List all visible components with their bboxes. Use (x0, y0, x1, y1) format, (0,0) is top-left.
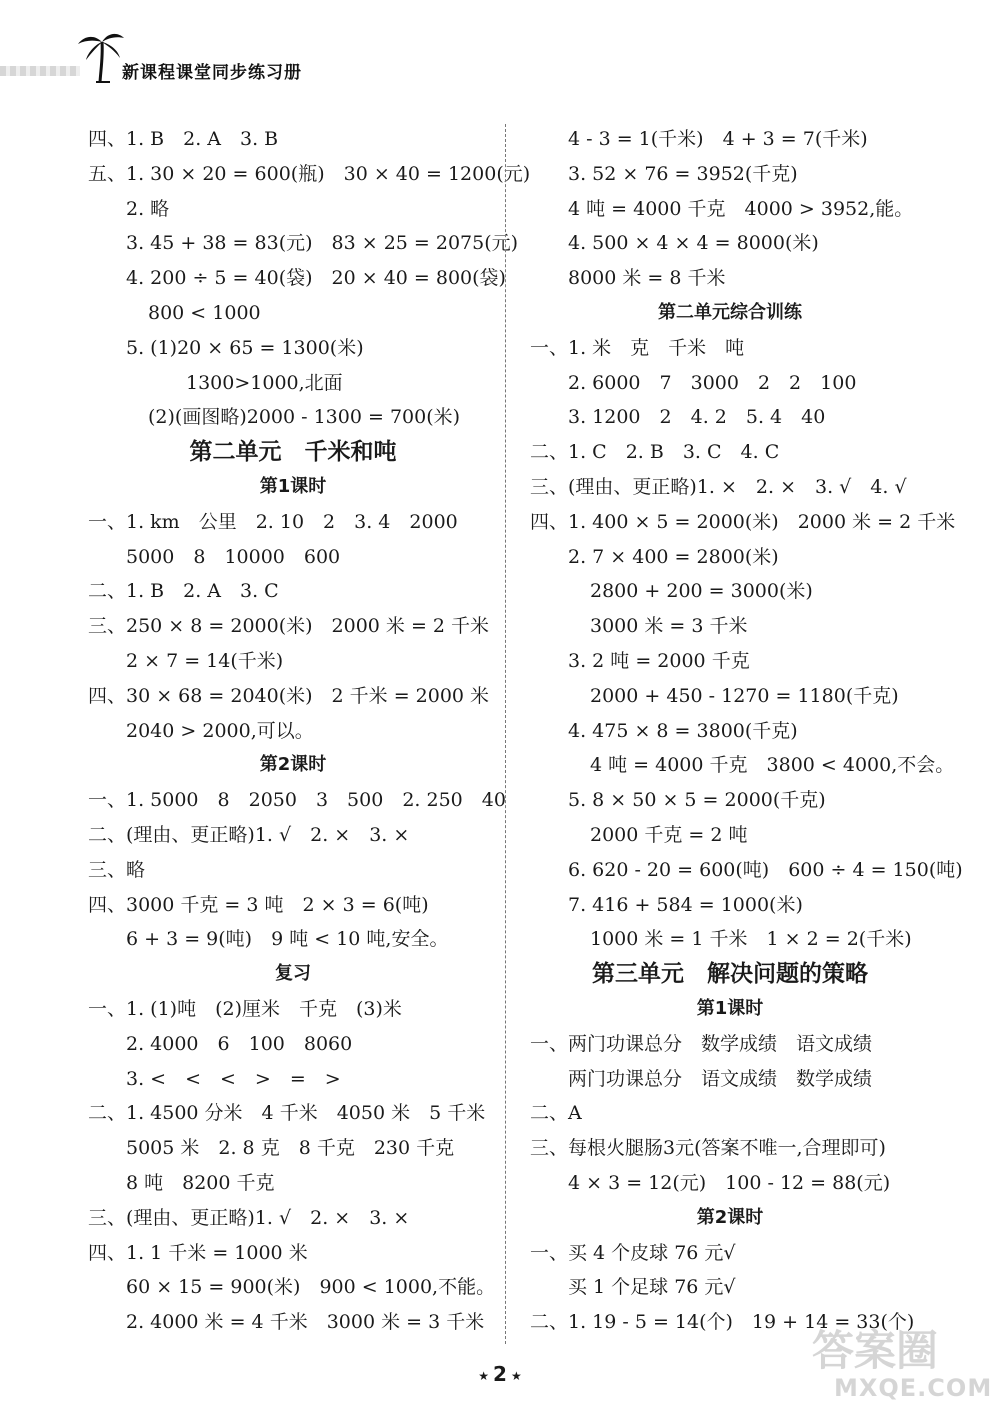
answer-line: 4 吨 = 4000 千克 4000 > 3952,能。 (568, 197, 914, 220)
answer-line: 三、(理由、更正略)1. √ 2. × 3. × (88, 1206, 410, 1229)
answer-line: 5005 米 2. 8 克 8 千克 230 千克 (126, 1137, 455, 1160)
answer-line: 2. 4000 6 100 8060 (126, 1032, 353, 1055)
answer-line: 7. 416 + 584 = 1000(米) (568, 893, 803, 916)
answer-line: 4. 500 × 4 × 4 = 8000(米) (568, 232, 819, 255)
answer-line: 三、每根火腿肠3元(答案不唯一,合理即可) (530, 1137, 886, 1160)
answer-line: 1300>1000,北面 (186, 371, 343, 394)
answer-line: 3. < < < > = > (126, 1067, 341, 1090)
section-heading: 第1课时 (259, 475, 327, 497)
page-header (0, 28, 420, 88)
answer-line: 二、1. B 2. A 3. C (88, 580, 279, 603)
column-divider (505, 124, 506, 1344)
star-icon: ★ (478, 1368, 490, 1383)
page-number: 2 (493, 1362, 507, 1386)
answer-line: 4 吨 = 4000 千克 3800 < 4000,不会。 (590, 754, 955, 777)
answer-line: 一、1. (1)吨 (2)厘米 千克 (3)米 (88, 997, 402, 1020)
answer-line: 3. 52 × 76 = 3952(千克) (568, 162, 798, 185)
answer-line: 三、250 × 8 = 2000(米) 2000 米 = 2 千米 (88, 615, 490, 638)
book-title: 新课程课堂同步练习册 (122, 63, 302, 83)
left-column (88, 122, 531, 1340)
answer-line: 二、(理由、更正略)1. √ 2. × 3. × (88, 823, 410, 846)
answer-line: 3. 2 吨 = 2000 千克 (568, 649, 750, 672)
answer-line: 五、1. 30 × 20 = 600(瓶) 30 × 40 = 1200(元) (88, 162, 531, 185)
answer-line: 4. 200 ÷ 5 = 40(袋) 20 × 40 = 800(袋) (126, 267, 506, 290)
answer-line: 4. 475 × 8 = 3800(千克) (568, 719, 798, 742)
answer-line: 一、1. km 公里 2. 10 2 3. 4 2000 (88, 510, 458, 533)
answer-line: 二、A (530, 1102, 582, 1125)
answer-line: 4 - 3 = 1(千米) 4 + 3 = 7(千米) (568, 128, 868, 150)
answer-line: 四、30 × 68 = 2040(米) 2 千米 = 2000 米 (88, 684, 490, 707)
answer-line: 3. 1200 2 4. 2 5. 4 40 (568, 406, 826, 429)
watermark (812, 1318, 1000, 1414)
answer-line: 四、3000 千克 = 3 吨 2 × 3 = 6(吨) (88, 893, 429, 916)
answer-line: 三、略 (88, 858, 146, 881)
answer-line: 两门功课总分 语文成绩 数学成绩 (568, 1067, 873, 1090)
star-icon: ★ (510, 1368, 522, 1383)
section-heading: 第1课时 (696, 997, 764, 1019)
answer-line: 2. 6000 7 3000 2 2 100 (568, 371, 857, 394)
answer-line: 2. 4000 米 = 4 千米 3000 米 = 3 千米 (126, 1311, 485, 1334)
answer-line: 买 1 个足球 76 元√ (568, 1276, 736, 1299)
answer-line: 3000 米 = 3 千米 (590, 615, 748, 638)
header-stripe (0, 66, 80, 76)
answer-line: 四、1. B 2. A 3. B (88, 128, 279, 150)
answer-line: 2 × 7 = 14(千米) (126, 649, 284, 672)
section-heading: 复习 (275, 963, 311, 985)
answer-line: 2. 7 × 400 = 2800(米) (568, 545, 779, 568)
answer-line: 一、两门功课总分 数学成绩 语文成绩 (530, 1032, 873, 1055)
answer-line: 二、1. C 2. B 3. C 4. C (530, 441, 780, 464)
answer-line: 二、1. 19 - 5 = 14(个) 19 + 14 = 33(个) (530, 1311, 915, 1334)
answer-line: 6. 620 - 20 = 600(吨) 600 ÷ 4 = 150(吨) (568, 858, 963, 881)
answer-line: 3. 45 + 38 = 83(元) 83 × 25 = 2075(元) (126, 232, 519, 255)
answer-line: 二、1. 4500 分米 4 千米 4050 米 5 千米 (88, 1102, 486, 1125)
answer-line: 5. 8 × 50 × 5 = 2000(千克) (568, 789, 826, 812)
answer-line: 8 吨 8200 千克 (126, 1171, 275, 1194)
section-heading: 第三单元 解决问题的策略 (592, 961, 868, 988)
section-heading: 第二单元 千米和吨 (189, 439, 397, 466)
answer-line: 800 < 1000 (148, 301, 261, 324)
answer-line: 四、1. 400 × 5 = 2000(米) 2000 米 = 2 千米 (530, 510, 956, 533)
answer-line: 2040 > 2000,可以。 (126, 719, 314, 742)
answer-line: (2)(画图略)2000 - 1300 = 700(米) (148, 406, 461, 429)
section-heading: 第2课时 (696, 1206, 764, 1228)
answer-line: 6 + 3 = 9(吨) 9 吨 < 10 吨,安全。 (126, 928, 449, 951)
section-heading: 第2课时 (259, 754, 327, 776)
answer-line: 5000 8 10000 600 (126, 545, 341, 568)
answer-line: 一、买 4 个皮球 76 元√ (530, 1241, 736, 1264)
answer-line: 一、1. 5000 8 2050 3 500 2. 250 40 (88, 789, 506, 812)
answer-line: 四、1. 1 千米 = 1000 米 (88, 1241, 308, 1264)
section-heading: 第二单元综合训练 (658, 301, 802, 323)
watermark-site: MXQE.COM (834, 1374, 993, 1402)
answer-line: 一、1. 米 克 千米 吨 (530, 336, 745, 359)
answer-line: 2800 + 200 = 3000(米) (590, 580, 813, 603)
answer-line: 8000 米 = 8 千米 (568, 267, 726, 290)
answer-line: 2000 千克 = 2 吨 (590, 823, 748, 846)
answer-line: 1000 米 = 1 千米 1 × 2 = 2(千米) (590, 928, 912, 951)
answer-line: 4 × 3 = 12(元) 100 - 12 = 88(元) (568, 1171, 891, 1194)
answer-line: 三、(理由、更正略)1. × 2. × 3. √ 4. √ (530, 475, 907, 498)
answer-line: 60 × 15 = 900(米) 900 < 1000,不能。 (126, 1276, 496, 1299)
answer-line: 2000 + 450 - 1270 = 1180(千克) (590, 684, 899, 707)
answer-line: 5. (1)20 × 65 = 1300(米) (126, 336, 364, 359)
watermark-brand: 答案圈 (812, 1326, 939, 1375)
palm-tree-icon (76, 28, 126, 84)
answer-line: 2. 略 (126, 197, 170, 220)
right-column (530, 122, 963, 1340)
